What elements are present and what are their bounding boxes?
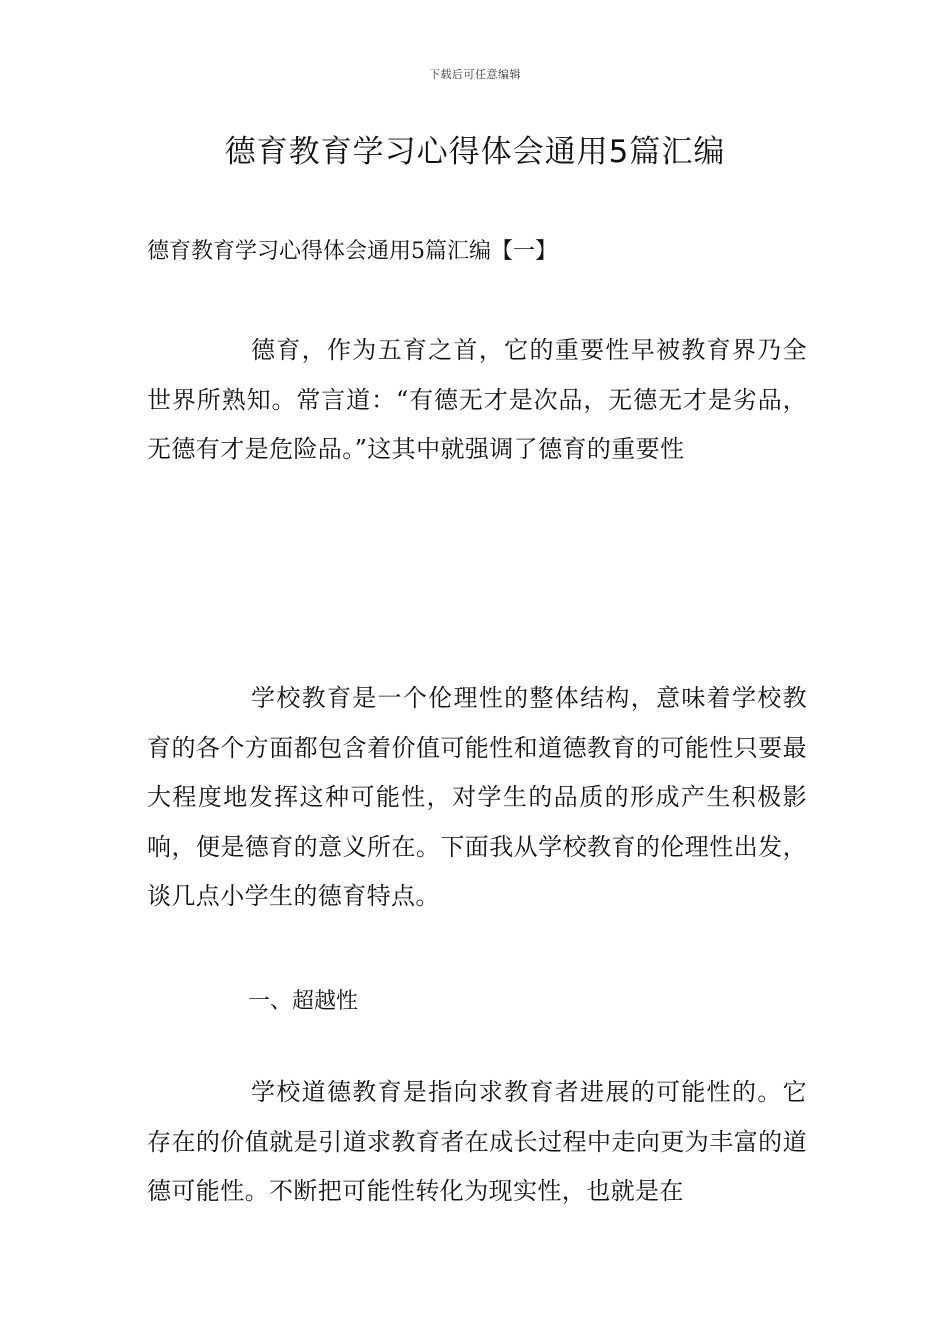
document-title: 德育教育学习心得体会通用5篇汇编 [224, 134, 726, 170]
header-note: 下载后可任意编辑 [429, 68, 521, 81]
section-paragraph: 学校道德教育是指向求教育者进展的可能性的。它存在的价值就是引道求教育者在成长过程中走向更为丰富的道德可能性。不断把可能性转化为现实性，也就是在 [147, 1078, 807, 1205]
document-subtitle: 德育教育学习心得体会通用5篇汇编【一】 [147, 239, 557, 264]
paragraph-2: 学校教育是一个伦理性的整体结构，意味着学校教育的各个方面都包含着价值可能性和道德教育的可能性只要最大程度地发挥这种可能性，对学生的品质的形成产生积极影响，便是德育的意义所在。下面我从学校教育的伦理性出发，谈几点小学生的德育特点。 [147, 684, 807, 910]
paragraph-1: 德育，作为五育之首，它的重要性早被教育界乃全世界所熟知。常言道：“有德无才是次品，无德无才是劣品，无德有才是危险品。”这其中就强调了德育的重要性 [147, 336, 807, 463]
section-heading: 一、超越性 [248, 989, 359, 1014]
